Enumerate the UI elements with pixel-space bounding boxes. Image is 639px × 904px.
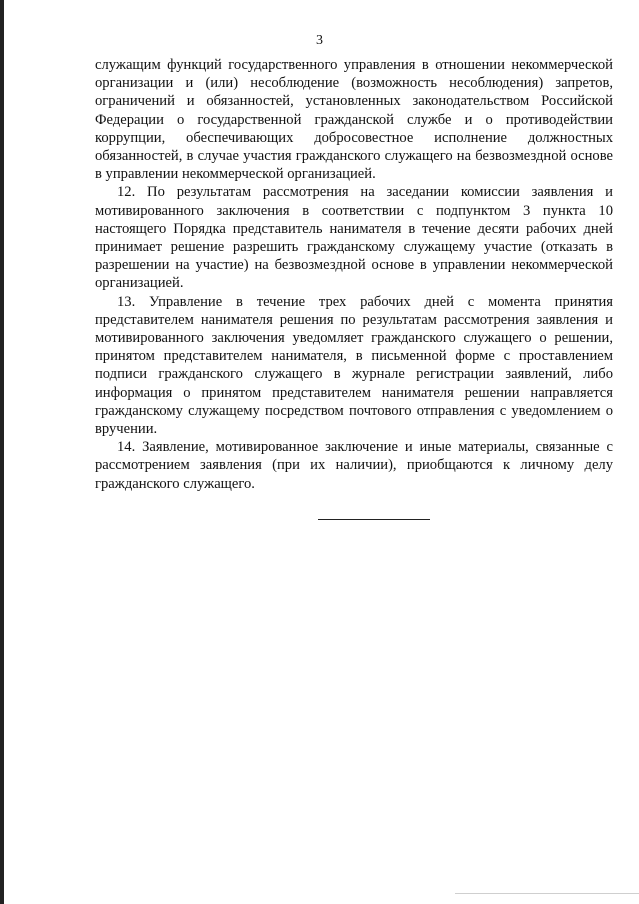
scan-edge-bottom xyxy=(455,893,639,894)
page-number: 3 xyxy=(316,33,323,48)
scan-edge-left xyxy=(0,0,4,904)
paragraph-12: 12. По результатам рассмотрения на заседании комиссии заявления и мотивированного заключения в соответствии с подпунктом 3 пункта 10 настоящего Порядка представитель нанимателя в течение десяти рабочих дней принимает решение разрешить гражданскому служащему участие (отказать в разрешении на участие) на безвозмездной основе в управлении некоммерческой организацией. xyxy=(95,184,613,292)
document-body xyxy=(95,56,613,493)
end-of-document-rule xyxy=(318,519,430,520)
paragraph-continuation: служащим функций государственного управления в отношении некоммерческой организации и (или) несоблюдение (возможность несоблюдения) запретов, ограничений и обязанностей, установленных законодательством Российской Федерации о государственной гражданской службе и о противодействии коррупции, обеспечивающих добросовестное исполнение должностных обязанностей, в случае участия гражданского служащего на безвозмездной основе в управлении некоммерческой организацией. xyxy=(95,57,613,183)
paragraph-14: 14. Заявление, мотивированное заключение и иные материалы, связанные с рассмотрением заявления (при их наличии), приобщаются к личному делу гражданского служащего. xyxy=(95,439,613,492)
paragraph-13: 13. Управление в течение трех рабочих дней с момента принятия представителем нанимателя решения по результатам рассмотрения заявления и мотивированного заключения уведомляет гражданского служащего о решении, принятом представителем нанимателя, в письменной форме с проставлением подписи гражданского служащего в журнале регистрации заявлений, либо информация о принятом представителем нанимателя решении направляется гражданскому служащему посредством почтового отправления с уведомлением о вручении. xyxy=(95,293,613,438)
